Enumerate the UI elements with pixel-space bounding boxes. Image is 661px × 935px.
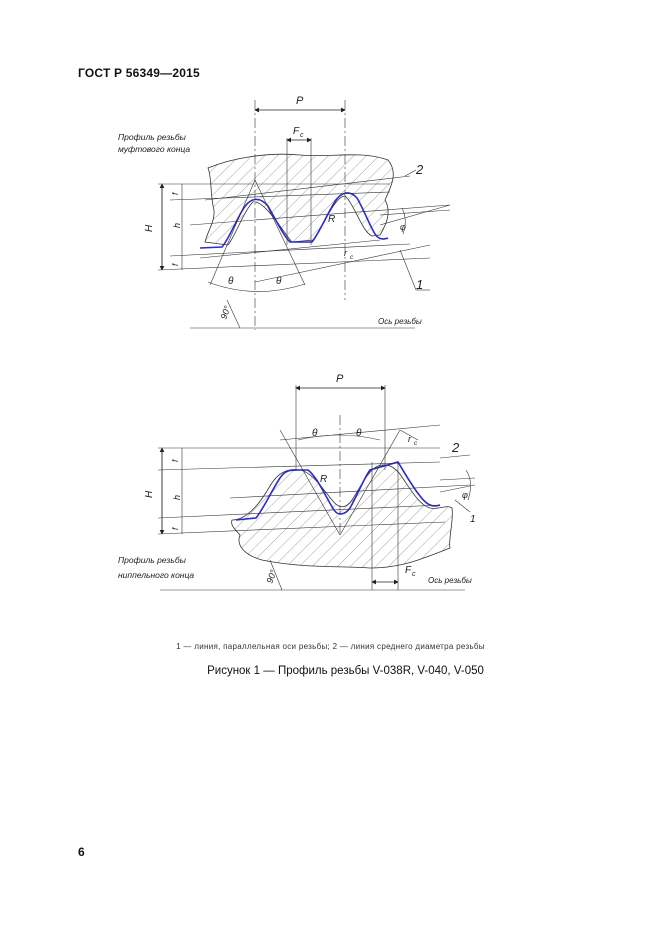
pin-line-2: 2 [452, 440, 460, 455]
pin-flat-label: F [405, 565, 412, 576]
pin-fc-label: f [171, 459, 180, 462]
figure-caption: Рисунок 1 — Профиль резьбы V-038R, V-040, V-050 [207, 665, 484, 677]
box-flat-label: F [293, 126, 300, 137]
box-theta-right: θ [276, 276, 282, 287]
box-height-label: H [144, 224, 155, 232]
pin-right-angle: 90° [264, 568, 279, 585]
pin-theta-right: θ [356, 428, 362, 439]
box-axis-label: Ось резьбы [378, 317, 422, 326]
pin-body-hatch [232, 465, 453, 568]
box-line-2: 2 [416, 162, 424, 177]
pin-profile-label-1: Профиль резьбы [118, 555, 186, 565]
box-line-1: 1 [416, 277, 424, 292]
standard-code-header: ГОСТ Р 56349—2015 [78, 66, 200, 80]
box-h-label: h [172, 222, 182, 228]
pin-thread-figure [118, 373, 476, 590]
box-fc-label: f [171, 263, 180, 266]
box-fr-label: f [171, 192, 180, 195]
figure-legend: 1 — линия, параллельная оси резьбы; 2 — линия среднего диаметра резьбы [176, 642, 485, 651]
pin-theta-left: θ [312, 428, 318, 439]
box-thread-figure [118, 95, 450, 330]
page-number: 6 [78, 845, 85, 859]
box-phi-label: φ [400, 222, 406, 232]
box-pitch-label: P [296, 95, 304, 107]
box-rc-label: r [344, 248, 347, 258]
pin-rc-sub: c [414, 440, 418, 447]
pin-rc-label: r [408, 434, 411, 444]
pin-h-label: h [172, 494, 182, 500]
pin-fr-label: f [171, 527, 180, 530]
box-profile-label-1: Профиль резьбы [118, 132, 186, 142]
pin-height-label: H [144, 490, 155, 498]
box-theta-left: θ [228, 276, 234, 287]
pin-line-1: 1 [470, 514, 476, 525]
pin-pitch-label: P [336, 373, 344, 385]
box-rc-sub: c [350, 254, 354, 261]
box-profile-label-2: муфтового конца [118, 144, 191, 154]
box-radius-label: R [328, 214, 336, 225]
box-flat-sub: c [300, 132, 304, 139]
pin-phi-label: φ [462, 490, 468, 500]
pin-flat-sub: c [412, 571, 416, 578]
pin-radius-label: R [320, 474, 328, 485]
pin-axis-label: Ось резьбы [428, 576, 472, 585]
box-right-angle: 90° [218, 304, 233, 321]
pin-profile-label-2: ниппельного конца [118, 570, 195, 580]
